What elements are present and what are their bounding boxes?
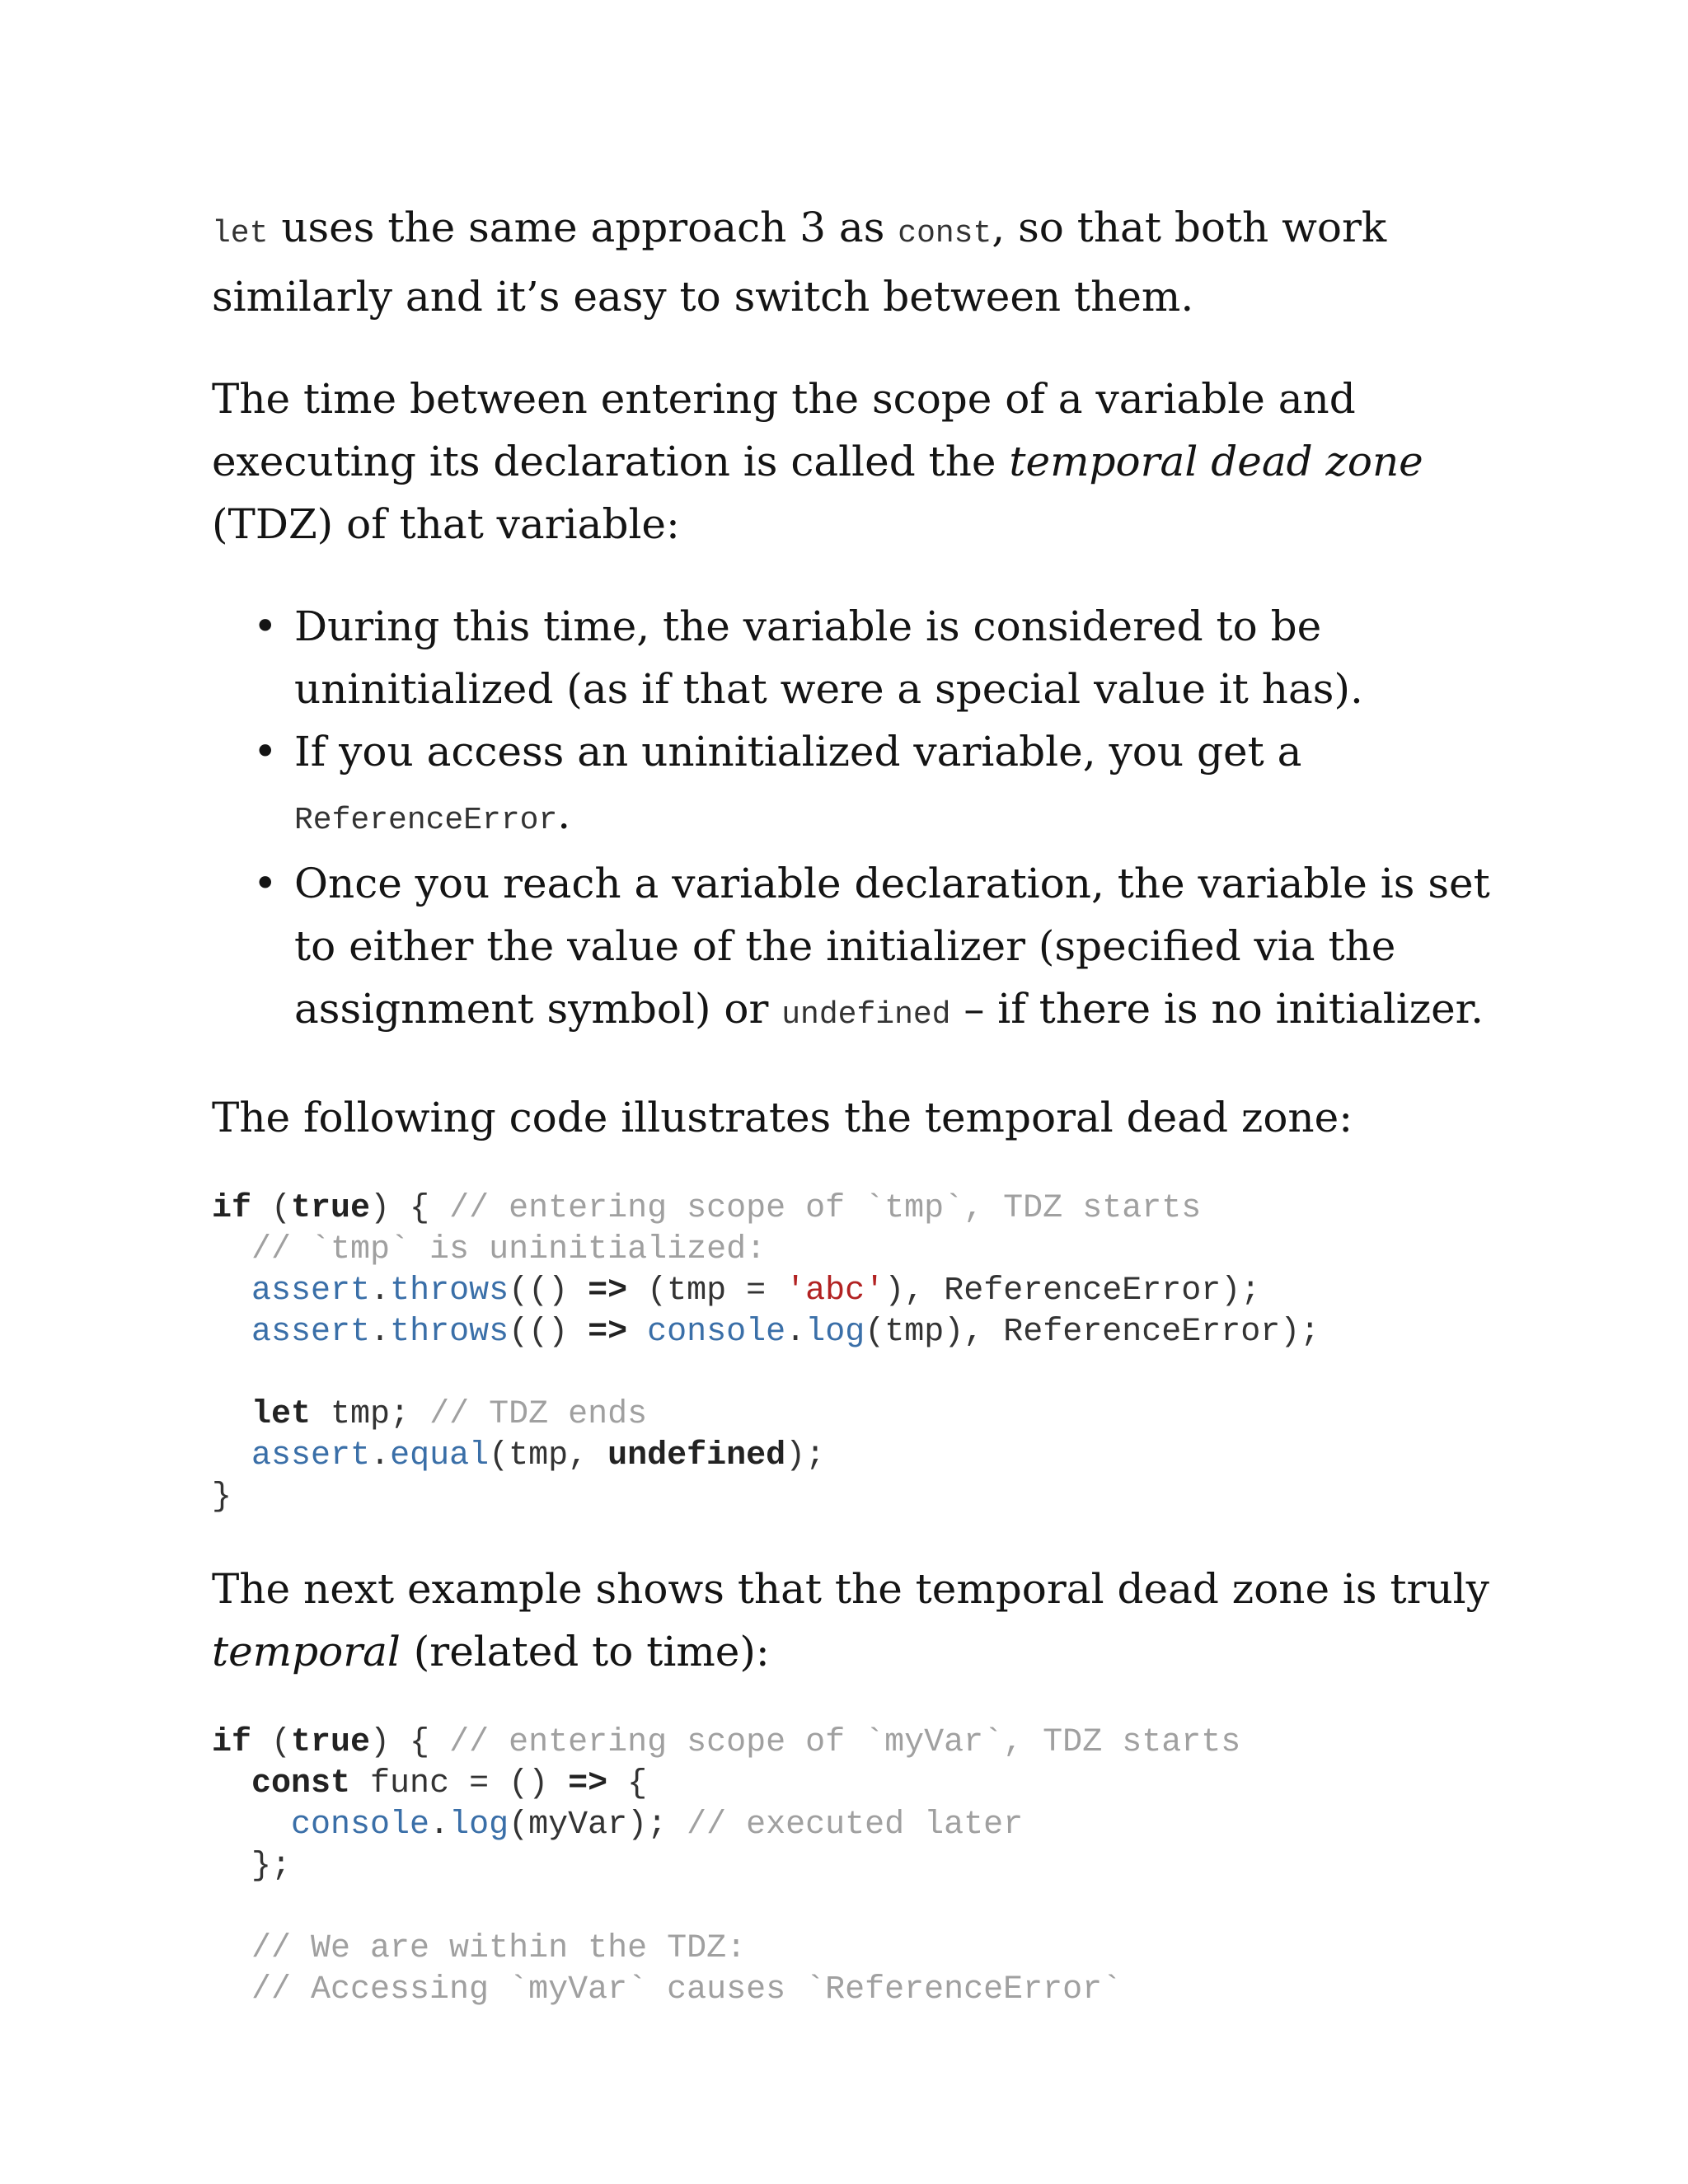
list-item-text: Once you reach a variable declaration, the variable is set to either the value of the initializer (specified via the assignment symbol) or xyxy=(294,860,1490,1033)
code-line: if (true) { // entering scope of `myVar`, TDZ starts xyxy=(212,1724,1241,1761)
paragraph-text: The time between entering the scope of a variable and executing its declaration is called the xyxy=(212,375,1356,485)
code-line: assert.throws(() => (tmp = 'abc'), ReferenceError); xyxy=(251,1272,1261,1310)
paragraph-temporal-example xyxy=(212,1558,1498,1683)
list-item-text: . xyxy=(557,790,571,838)
inline-code-let: let xyxy=(212,216,269,251)
code-blank-line xyxy=(212,1353,1498,1394)
code-line: let tmp; // TDZ ends xyxy=(251,1396,648,1433)
paragraph-text: (related to time): xyxy=(400,1628,770,1675)
code-line: // Accessing `myVar` causes `ReferenceError` xyxy=(251,1971,1123,2008)
code-line: // `tmp` is uninitialized: xyxy=(251,1231,767,1268)
list-item xyxy=(253,720,1498,852)
emphasis-temporal-dead-zone: temporal dead zone xyxy=(1009,438,1423,485)
paragraph-text: (TDZ) of that variable: xyxy=(212,500,680,548)
code-block-tdz xyxy=(212,1188,1498,1518)
code-line: const func = () => { xyxy=(251,1765,648,1802)
code-line: assert.equal(tmp, undefined); xyxy=(251,1437,826,1474)
code-block-temporal xyxy=(212,1722,1498,2011)
code-line: } xyxy=(212,1479,232,1516)
paragraph-code-intro: The following code illustrates the temporal dead zone: xyxy=(212,1094,1353,1141)
list-item xyxy=(253,852,1498,1047)
bullet-icon: • xyxy=(253,602,278,650)
list-item-text: During this time, the variable is considered to be uninitialized (as if that were a special value it has). xyxy=(294,602,1363,713)
list-item-text: If you access an uninitialized variable, you get a xyxy=(294,728,1302,776)
inline-code-referenceerror: ReferenceError xyxy=(294,803,558,838)
code-line: // We are within the TDZ: xyxy=(251,1930,747,1967)
code-line: assert.throws(() => console.log(tmp), ReferenceError); xyxy=(251,1314,1320,1351)
bullet-icon: • xyxy=(253,860,278,907)
inline-code-undefined: undefined xyxy=(781,997,951,1033)
code-line: if (true) { // entering scope of `tmp`, TDZ starts xyxy=(212,1190,1202,1227)
paragraph-let-approach xyxy=(212,196,1498,328)
tdz-bullet-list xyxy=(212,595,1498,1047)
inline-code-const: const xyxy=(898,216,992,251)
paragraph-text: uses the same approach 3 as xyxy=(268,204,898,251)
emphasis-temporal: temporal xyxy=(212,1628,401,1675)
code-line: }; xyxy=(251,1848,292,1885)
code-line: console.log(myVar); // executed later xyxy=(291,1807,1024,1844)
document-page xyxy=(212,196,1498,2050)
list-item-text: – if there is no initializer. xyxy=(950,985,1484,1033)
paragraph-text: , so that both work similarly and it’s easy to switch between them. xyxy=(212,204,1387,321)
paragraph-tdz-definition xyxy=(212,368,1498,555)
code-blank-line xyxy=(212,1887,1498,1929)
list-item xyxy=(253,595,1498,720)
bullet-icon: • xyxy=(253,728,278,776)
paragraph-text: The next example shows that the temporal dead zone is truly xyxy=(212,1565,1489,1613)
